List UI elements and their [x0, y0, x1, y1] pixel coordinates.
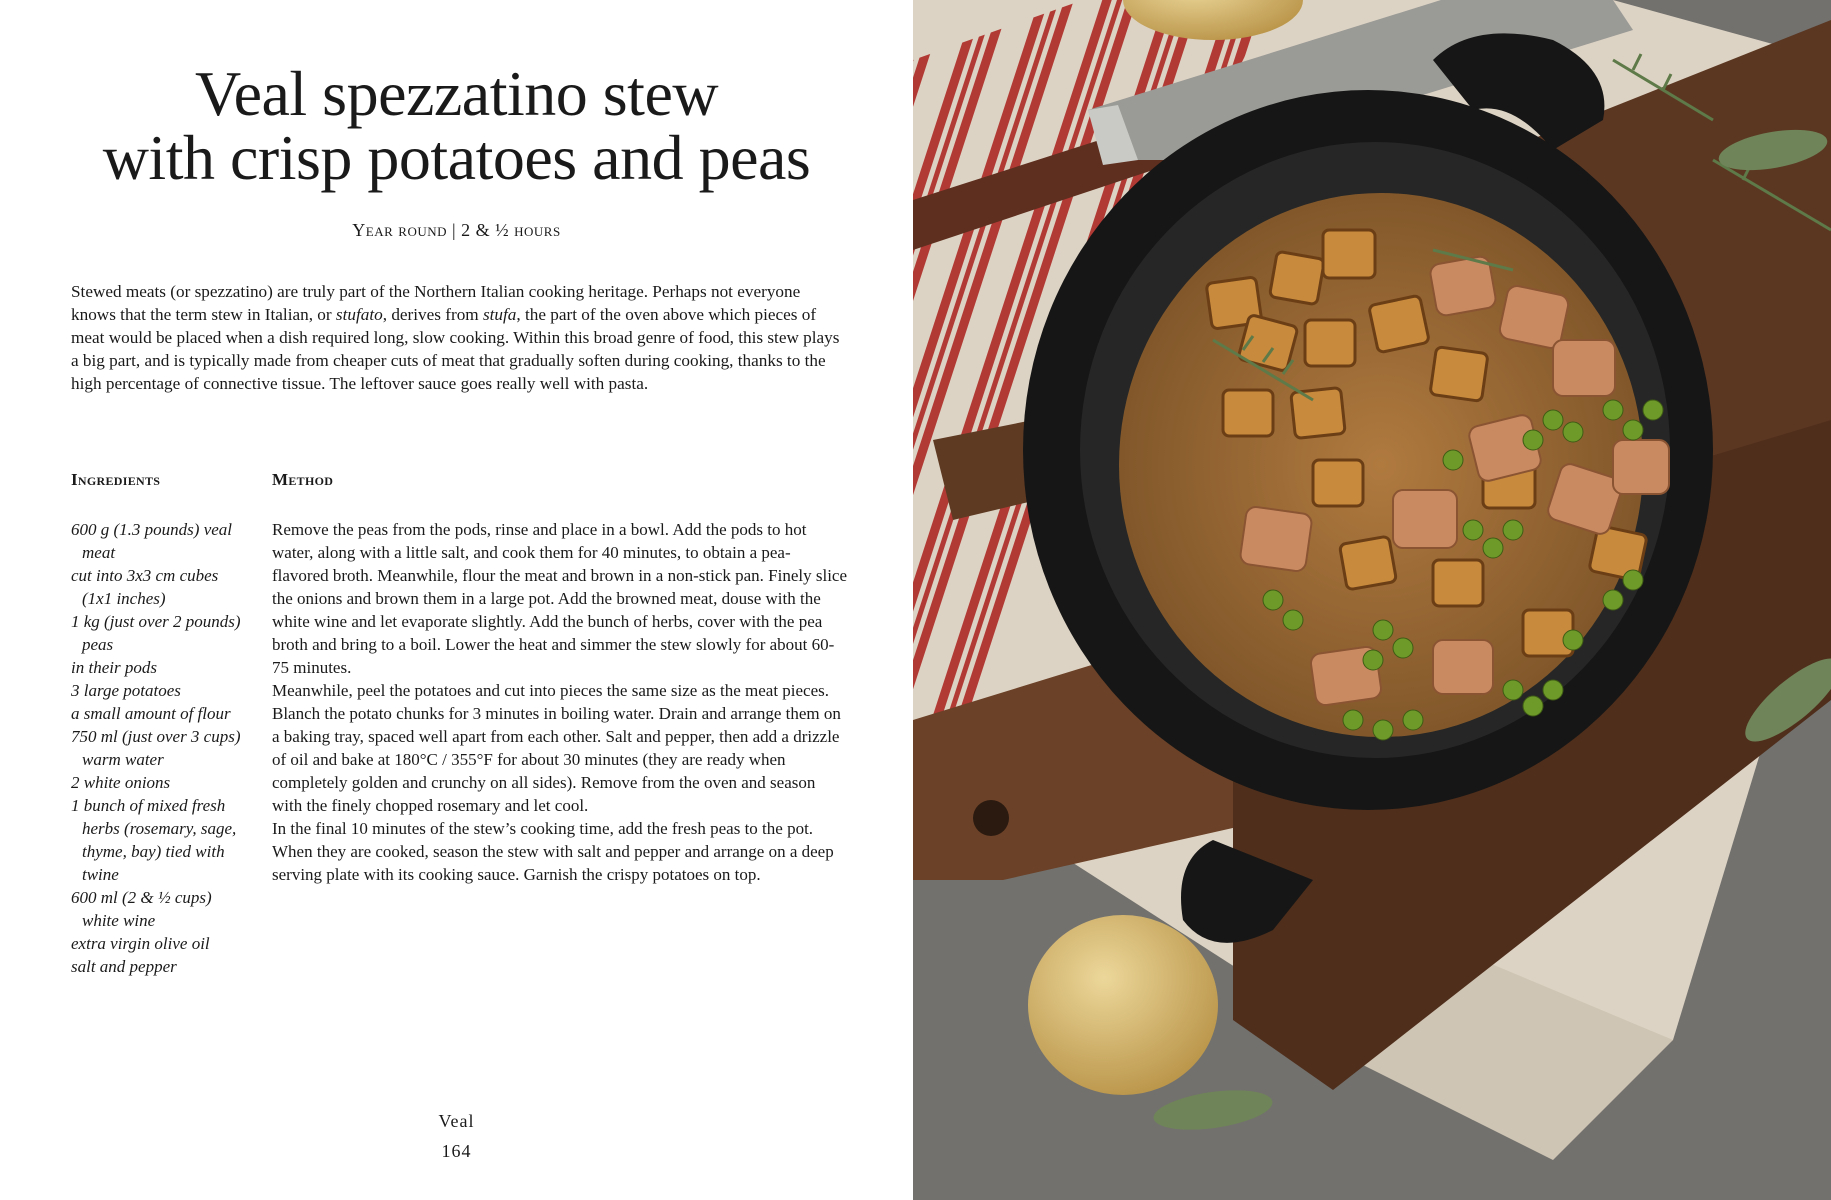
recipe-photo	[913, 0, 1831, 1200]
intro-text-run: stufa	[482, 305, 517, 324]
intro-text-run: Stewed meats (or spezzatino) are truly part of the Northern Italian cooking heritage. Perhaps not everyone knows that the term stew in Italian, or	[71, 282, 801, 324]
ingredient-item: a small amount of flour	[71, 704, 231, 723]
ingredient-item: extra virgin olive oil	[71, 934, 210, 953]
ingredient-item: cut into 3x3 cm cubes (1x1 inches)	[71, 566, 219, 608]
recipe-page	[0, 0, 913, 1200]
method-heading: Method	[272, 470, 334, 489]
ingredient-item: 1 kg (just over 2 pounds) peas	[71, 612, 241, 654]
method-text	[272, 518, 847, 886]
ingredient-item: 600 g (1.3 pounds) veal meat	[71, 520, 233, 562]
intro-text-run: , the part of the oven above which pieces of meat would be placed when a dish required long, slow cooking. Within this broad genre of food, this stew plays a big part, and is typically made from cheaper cuts of meat that gradually soften during cooking, thanks to the high percentage of connective tissue. The leftover sauce goes really well with pasta.	[71, 305, 840, 393]
ingredient-item: 2 white onions	[71, 773, 171, 792]
method-step: In the final 10 minutes of the stew’s cooking time, add the fresh peas to the pot. When they are cooked, season the stew with salt and pepper and arrange on a deep serving plate with its cooking sauce. Garnish the crispy potatoes on top.	[272, 819, 834, 884]
ingredient-item: in their pods	[71, 658, 157, 677]
whole-potato	[1028, 915, 1218, 1095]
recipe-title	[40, 58, 873, 193]
ingredients-list	[71, 518, 251, 978]
intro-paragraph	[71, 280, 847, 395]
ingredient-item: 1 bunch of mixed fresh herbs (rosemary, sage, thyme, bay) tied with twine	[71, 796, 237, 884]
footer-section-name: Veal	[438, 1111, 475, 1131]
intro-text-run: stufato	[335, 305, 383, 324]
recipe-intro	[71, 280, 847, 395]
stew-pan-photo	[913, 0, 1831, 1200]
method-step: Remove the peas from the pods, rinse and place in a bowl. Add the pods to hot water, along with a little salt, and cook them for 40 minutes, to obtain a pea-flavored broth. Meanwhile, flour the meat and brown in a non-stick pan. Finely slice the onions and brown them in a large pot. Add the browned meat, douse with the white wine and let evaporate slightly. Add the bunch of herbs, cover with the pea broth and bring to a boil. Lower the heat and simmer the stew slowly for about 60-75 minutes.	[272, 520, 848, 677]
ingredient-item: 750 ml (just over 3 cups) warm water	[71, 727, 241, 769]
recipe-title-line-1: Veal spezzatino stew	[194, 58, 719, 129]
ingredients-heading: Ingredients	[71, 470, 161, 489]
ingredient-item: salt and pepper	[71, 957, 177, 976]
recipe-title-line-2: with crisp potatoes and peas	[102, 122, 811, 193]
ingredient-item: 3 large potatoes	[71, 681, 181, 700]
method-step: Meanwhile, peel the potatoes and cut into pieces the same size as the meat pieces. Blanch the potato chunks for 3 minutes in boiling water. Drain and arrange them on a baking tray, spaced well apart from each other. Salt and pepper, then add a drizzle of oil and bake at 180°C / 355°F for about 30 minutes (they are ready when completely golden and crunchy on all sides). Remove from the oven and season with the finely chopped rosemary and let cool.	[272, 681, 841, 815]
recipe-season-and-time: Year round | 2 & ½ hours	[352, 220, 561, 240]
page-number: 164	[441, 1141, 472, 1161]
intro-text-run: , derives from	[382, 305, 483, 324]
ingredient-item: 600 ml (2 & ½ cups) white wine	[71, 888, 212, 930]
